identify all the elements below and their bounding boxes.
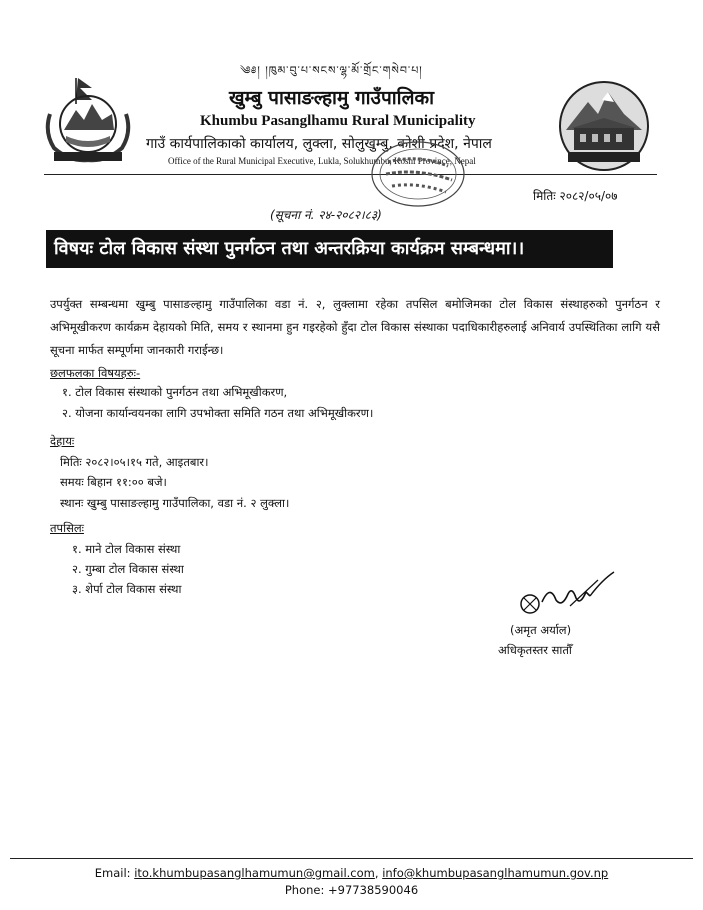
municipality-name-nepali: खुम्बु पासाङल्हामु गाउँपालिका [229, 87, 434, 109]
office-address-english: Office of the Rural Municipal Executive, Lukla, Solukhumbu, Koshi Province, Nepal [168, 156, 476, 166]
email-label: Email: [94, 866, 131, 880]
tibetan-header: ༄༅། །ཁུམ་བུ་པ་སངས་ལྷ་མོ་གྲོང་གསེབ་པ། [240, 64, 423, 77]
footer-phone: Phone: +97738590046 [284, 883, 419, 897]
schedule-venue: स्थानः खुम्बु पासाङल्हामु गाउँपालिका, वडा नं. २ लुक्ला। [60, 496, 290, 510]
discussion-item: २. योजना कार्यान्वयनका लागि उपभोक्ता समिति गठन तथा अभिमूखीकरण। [62, 406, 374, 420]
annex-heading: तपसिलः [50, 521, 84, 535]
email-link-ito[interactable]: ito.khumbupasanglhamumun@gmail.com [134, 866, 375, 880]
signature-icon [510, 566, 620, 622]
issue-date: मितिः २०८२/०५/०७ [533, 189, 618, 203]
subject-banner: विषयः टोल विकास संस्था पुनर्गठन तथा अन्तरक्रिया कार्यक्रम सम्बन्धमा।। [46, 230, 613, 268]
email-link-info[interactable]: info@khumbupasanglhamumun.gov.np [382, 866, 609, 880]
signatory-name: (अमृत अर्याल) [510, 623, 572, 637]
discussion-item: १. टोल विकास संस्थाको पुनर्गठन तथा अभिमूखीकरण, [62, 385, 288, 399]
municipality-name-english: Khumbu Pasanglhamu Rural Municipality [200, 113, 476, 129]
annex-item: १. माने टोल विकास संस्था [72, 542, 181, 556]
body-paragraph: उपर्युक्त सम्बन्धमा खुम्बु पासाङल्हामु गाउँपालिका वडा नं. २, लुक्लामा रहेका तपसिल बमोजिमका टोल विकास संस्थाहरुको पुनर्गठन र अभिमूखीकरण कार्यक्रम देहायको मिति, समय र स्थानमा हुन गइरहेको हुँदा टोल विकास संस्थाका पदाधिकारीहरुलाई अनिवार्य उपस्थितिका लागि यसै सूचना मार्फत सम्पूर्णमा जानकारी गराईन्छ। [50, 297, 660, 357]
footer-email-line [0, 866, 703, 880]
schedule-time: समयः बिहान ११:०० बजे। [60, 475, 167, 489]
municipality-logo-icon [558, 80, 650, 172]
nepal-emblem-icon [40, 74, 136, 166]
schedule-heading: देहायः [50, 434, 75, 448]
office-address-nepali: गाउँ कार्यपालिकाको कार्यालय, लुक्ला, सोलुखुम्बु, कोशी प्रदेश, नेपाल [146, 136, 492, 152]
annex-item: २. गुम्बा टोल विकास संस्था [72, 562, 184, 576]
annex-item: ३. शेर्पा टोल विकास संस्था [72, 582, 182, 596]
discussion-heading: छलफलका विषयहरुः- [50, 366, 141, 380]
notice-number: (सूचना नं. २४-२०८२।८३) [270, 208, 382, 222]
signatory-designation: अधिकृतस्तर सातौँ [498, 643, 572, 657]
email-separator: , [374, 866, 379, 880]
footer-divider [10, 858, 693, 859]
schedule-date: मितिः २०८२।०५।१५ गते, आइतबार। [60, 455, 209, 469]
